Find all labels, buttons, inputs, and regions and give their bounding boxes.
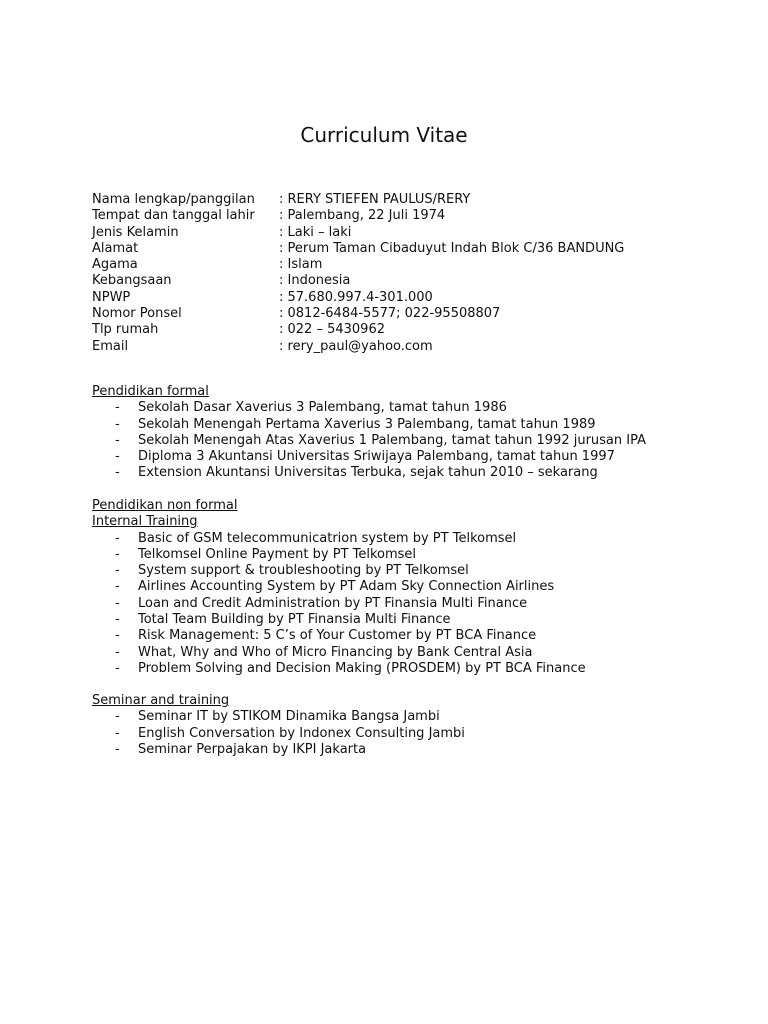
info-value: : RERY STIEFEN PAULUS/RERY bbox=[279, 192, 471, 207]
info-row bbox=[92, 192, 624, 208]
info-value: : rery_paul@yahoo.com bbox=[279, 338, 433, 354]
bullet-dash: - bbox=[115, 595, 120, 611]
personal-info-table bbox=[92, 192, 624, 355]
info-row bbox=[92, 339, 624, 355]
bullet-dash: - bbox=[115, 546, 120, 562]
seminar-training-heading: Seminar and training bbox=[92, 693, 230, 708]
info-label: Agama bbox=[92, 257, 138, 273]
bullet-dash: - bbox=[115, 465, 120, 481]
list-item-text: Sekolah Dasar Xaverius 3 Palembang, tamat tahun 1986 bbox=[138, 400, 507, 416]
internal-training-list bbox=[92, 531, 586, 678]
list-item bbox=[92, 433, 646, 449]
bullet-dash: - bbox=[115, 400, 120, 416]
info-value: : 0812-6484-5577; 022-95508807 bbox=[279, 306, 501, 322]
bullet-dash: - bbox=[115, 660, 120, 676]
list-item-text: Total Team Building by PT Finansia Multi Finance bbox=[138, 612, 451, 628]
list-item bbox=[92, 563, 586, 579]
list-item bbox=[92, 709, 465, 725]
bullet-dash: - bbox=[115, 725, 120, 741]
info-label: Jenis Kelamin bbox=[92, 224, 179, 240]
info-label: Nomor Ponsel bbox=[92, 306, 182, 322]
info-row bbox=[92, 208, 624, 224]
info-label: Email bbox=[92, 338, 129, 354]
info-value: : Islam bbox=[279, 257, 323, 273]
info-label: Nama lengkap/panggilan bbox=[92, 192, 255, 207]
bullet-dash: - bbox=[115, 563, 120, 579]
list-item bbox=[92, 645, 586, 661]
list-item-text: English Conversation by Indonex Consulting Jambi bbox=[138, 725, 465, 741]
list-item bbox=[92, 661, 586, 677]
bullet-dash: - bbox=[115, 709, 120, 725]
list-item-text: Sekolah Menengah Atas Xaverius 1 Palembang, tamat tahun 1992 jurusan IPA bbox=[138, 432, 647, 448]
bullet-dash: - bbox=[115, 612, 120, 628]
page-title: Curriculum Vitae bbox=[300, 123, 468, 147]
info-row bbox=[92, 241, 624, 257]
bullet-dash: - bbox=[115, 530, 120, 546]
list-item-text: Sekolah Menengah Pertama Xaverius 3 Palembang, tamat tahun 1989 bbox=[138, 416, 596, 432]
bullet-dash: - bbox=[115, 579, 120, 595]
list-item bbox=[92, 400, 646, 416]
info-value: : Indonesia bbox=[279, 273, 351, 289]
list-item-text: Problem Solving and Decision Making (PROSDEM) by PT BCA Finance bbox=[138, 660, 586, 676]
list-item bbox=[92, 596, 586, 612]
list-item bbox=[92, 726, 465, 742]
bullet-dash: - bbox=[115, 741, 120, 757]
info-row bbox=[92, 257, 624, 273]
list-item-text: Airlines Accounting System by PT Adam Sky Connection Airlines bbox=[138, 579, 555, 595]
nonformal-education-heading: Pendidikan non formal bbox=[92, 498, 238, 513]
list-item-text: Seminar IT by STIKOM Dinamika Bangsa Jambi bbox=[138, 709, 440, 725]
info-value: : Laki – laki bbox=[279, 224, 352, 240]
list-item bbox=[92, 742, 465, 758]
list-item bbox=[92, 547, 586, 563]
info-row bbox=[92, 322, 624, 338]
info-value: : 57.680.997.4-301.000 bbox=[279, 289, 433, 305]
formal-education-section bbox=[92, 384, 646, 482]
info-label: Alamat bbox=[92, 240, 139, 256]
info-row bbox=[92, 290, 624, 306]
internal-training-heading: Internal Training bbox=[92, 514, 198, 530]
list-item bbox=[92, 612, 586, 628]
bullet-dash: - bbox=[115, 644, 120, 660]
info-value: : Palembang, 22 Juli 1974 bbox=[279, 208, 446, 224]
info-label: Tempat dan tanggal lahir bbox=[92, 208, 255, 224]
bullet-dash: - bbox=[115, 449, 120, 465]
list-item-text: Risk Management: 5 C’s of Your Customer by PT BCA Finance bbox=[138, 628, 537, 644]
list-item-text: Seminar Perpajakan by IKPI Jakarta bbox=[138, 741, 367, 757]
list-item-text: Extension Akuntansi Universitas Terbuka, sejak tahun 2010 – sekarang bbox=[138, 465, 598, 481]
seminar-training-list bbox=[92, 709, 465, 758]
bullet-dash: - bbox=[115, 628, 120, 644]
list-item-text: Basic of GSM telecommunicatrion system by PT Telkomsel bbox=[138, 530, 517, 546]
bullet-dash: - bbox=[115, 416, 120, 432]
list-item bbox=[92, 417, 646, 433]
list-item-text: Telkomsel Online Payment by PT Telkomsel bbox=[138, 546, 417, 562]
list-item-text: What, Why and Who of Micro Financing by Bank Central Asia bbox=[138, 644, 533, 660]
formal-education-list bbox=[92, 400, 646, 481]
list-item-text: Diploma 3 Akuntansi Universitas Sriwijaya Palembang, tamat tahun 1997 bbox=[138, 449, 615, 465]
info-value: : Perum Taman Cibaduyut Indah Blok C/36 BANDUNG bbox=[279, 240, 625, 256]
list-item bbox=[92, 628, 586, 644]
info-label: NPWP bbox=[92, 289, 131, 305]
info-row bbox=[92, 273, 624, 289]
info-label: Kebangsaan bbox=[92, 273, 172, 289]
list-item bbox=[92, 531, 586, 547]
info-row bbox=[92, 306, 624, 322]
list-item-text: System support & troubleshooting by PT Telkomsel bbox=[138, 563, 469, 579]
seminar-training-section bbox=[92, 693, 465, 758]
list-item bbox=[92, 465, 646, 481]
list-item bbox=[92, 579, 586, 595]
formal-education-heading: Pendidikan formal bbox=[92, 384, 209, 399]
bullet-dash: - bbox=[115, 432, 120, 448]
info-value: : 022 – 5430962 bbox=[279, 322, 385, 338]
nonformal-education-section bbox=[92, 498, 586, 677]
info-row bbox=[92, 225, 624, 241]
list-item-text: Loan and Credit Administration by PT Finansia Multi Finance bbox=[138, 595, 528, 611]
info-label: Tlp rumah bbox=[92, 322, 159, 338]
list-item bbox=[92, 449, 646, 465]
